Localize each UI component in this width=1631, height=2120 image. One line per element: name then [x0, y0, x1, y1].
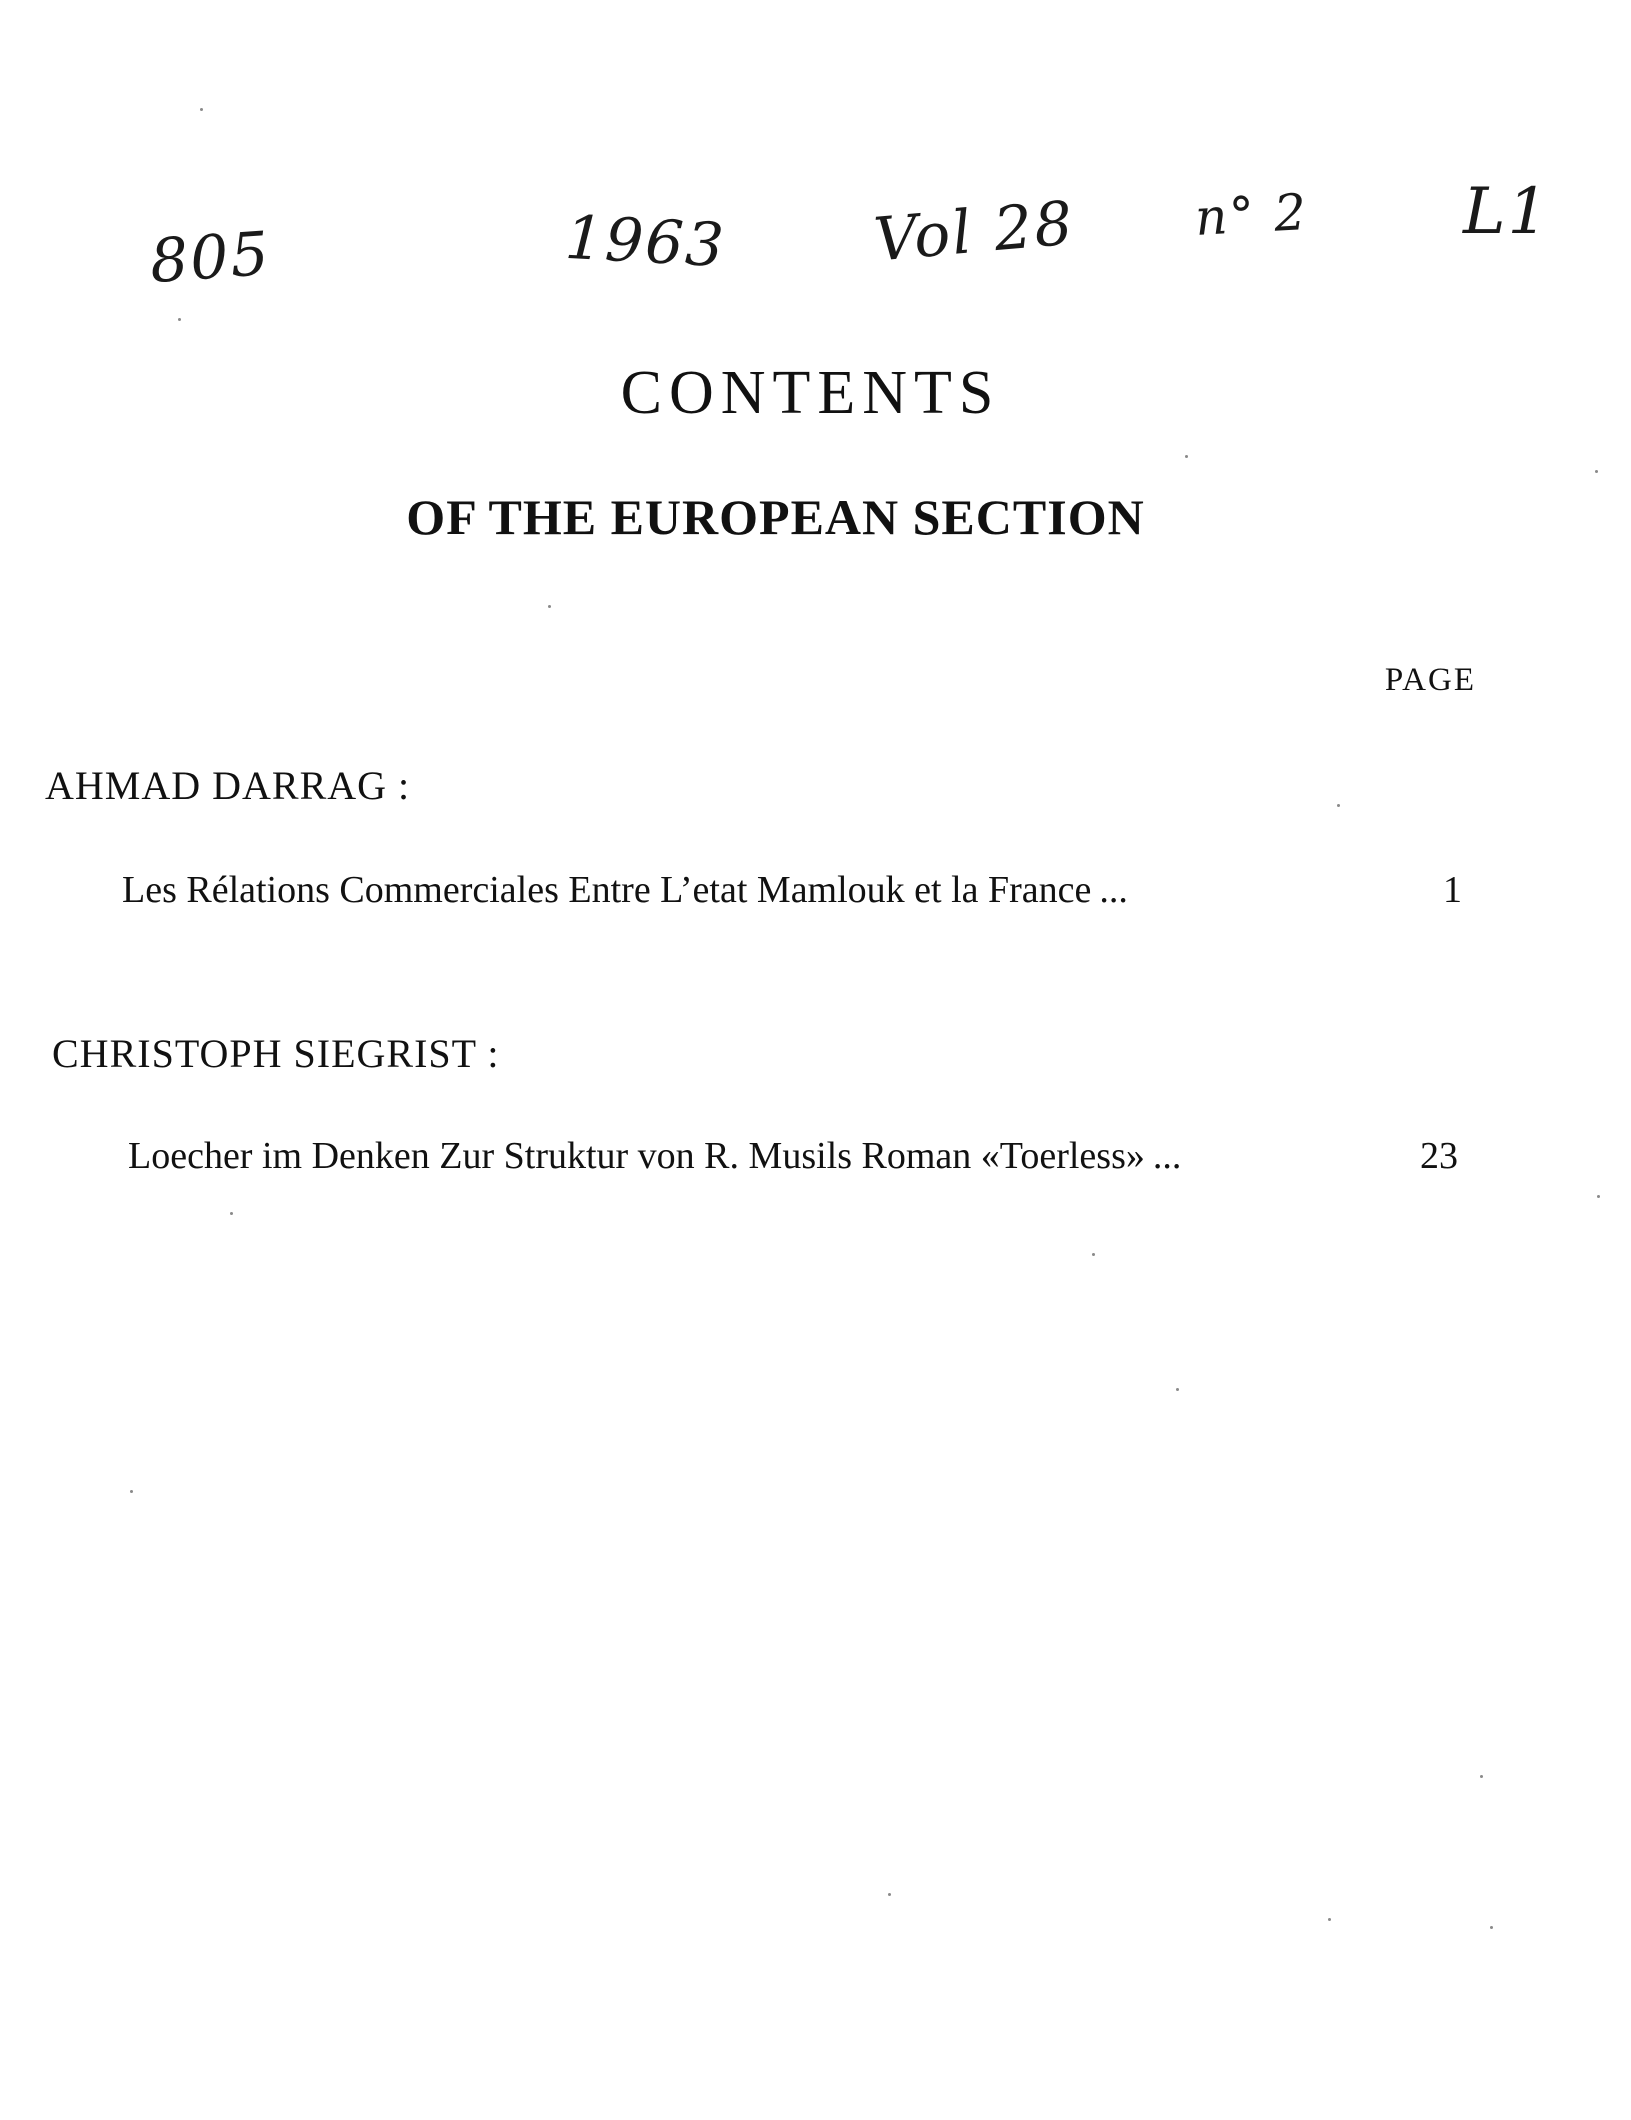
entry-title: Les Rélations Commerciales Entre L’etat Mamlouk et la France: [122, 869, 1092, 911]
dot-leader: ...: [1152, 1135, 1182, 1177]
page-column-header: PAGE: [1384, 662, 1476, 698]
handwritten-note-issue: n° 2: [1193, 183, 1310, 247]
contents-entry: [128, 1134, 1458, 1178]
page-title: CONTENTS: [620, 359, 1001, 427]
scan-speck: [130, 1490, 133, 1493]
entry-author: AHMAD DARRAG :: [45, 763, 411, 808]
scan-speck: [1185, 455, 1188, 458]
scan-speck: [1176, 1388, 1179, 1391]
scan-speck: [1480, 1775, 1483, 1778]
handwritten-note-call-number: 805: [147, 218, 273, 298]
scan-speck: [1490, 1926, 1493, 1929]
entry-title: Loecher im Denken Zur Struktur von R. Musils Roman «Toerless»: [128, 1135, 1145, 1177]
scan-speck: [200, 108, 203, 111]
dot-leader: ...: [1099, 869, 1128, 911]
entry-author: CHRISTOPH SIEGRIST :: [52, 1031, 500, 1076]
entry-page-number: 23: [1420, 1135, 1458, 1177]
scan-speck: [230, 1212, 233, 1215]
handwritten-note-volume: Vol 28: [871, 188, 1078, 276]
scan-speck: [888, 1893, 891, 1896]
entry-page-number: 1: [1443, 869, 1462, 911]
handwritten-note-code: L1: [1463, 175, 1551, 249]
scan-speck: [1092, 1253, 1095, 1256]
scan-speck: [178, 318, 181, 321]
scan-speck: [1595, 470, 1598, 473]
scan-speck: [1328, 1918, 1331, 1921]
scan-speck: [1337, 804, 1340, 807]
handwritten-note-year: 1963: [563, 202, 728, 282]
contents-entry: [122, 868, 1462, 912]
scan-speck: [1597, 1195, 1600, 1198]
scan-speck: [548, 605, 551, 608]
section-subtitle: OF THE EUROPEAN SECTION: [406, 489, 1145, 545]
